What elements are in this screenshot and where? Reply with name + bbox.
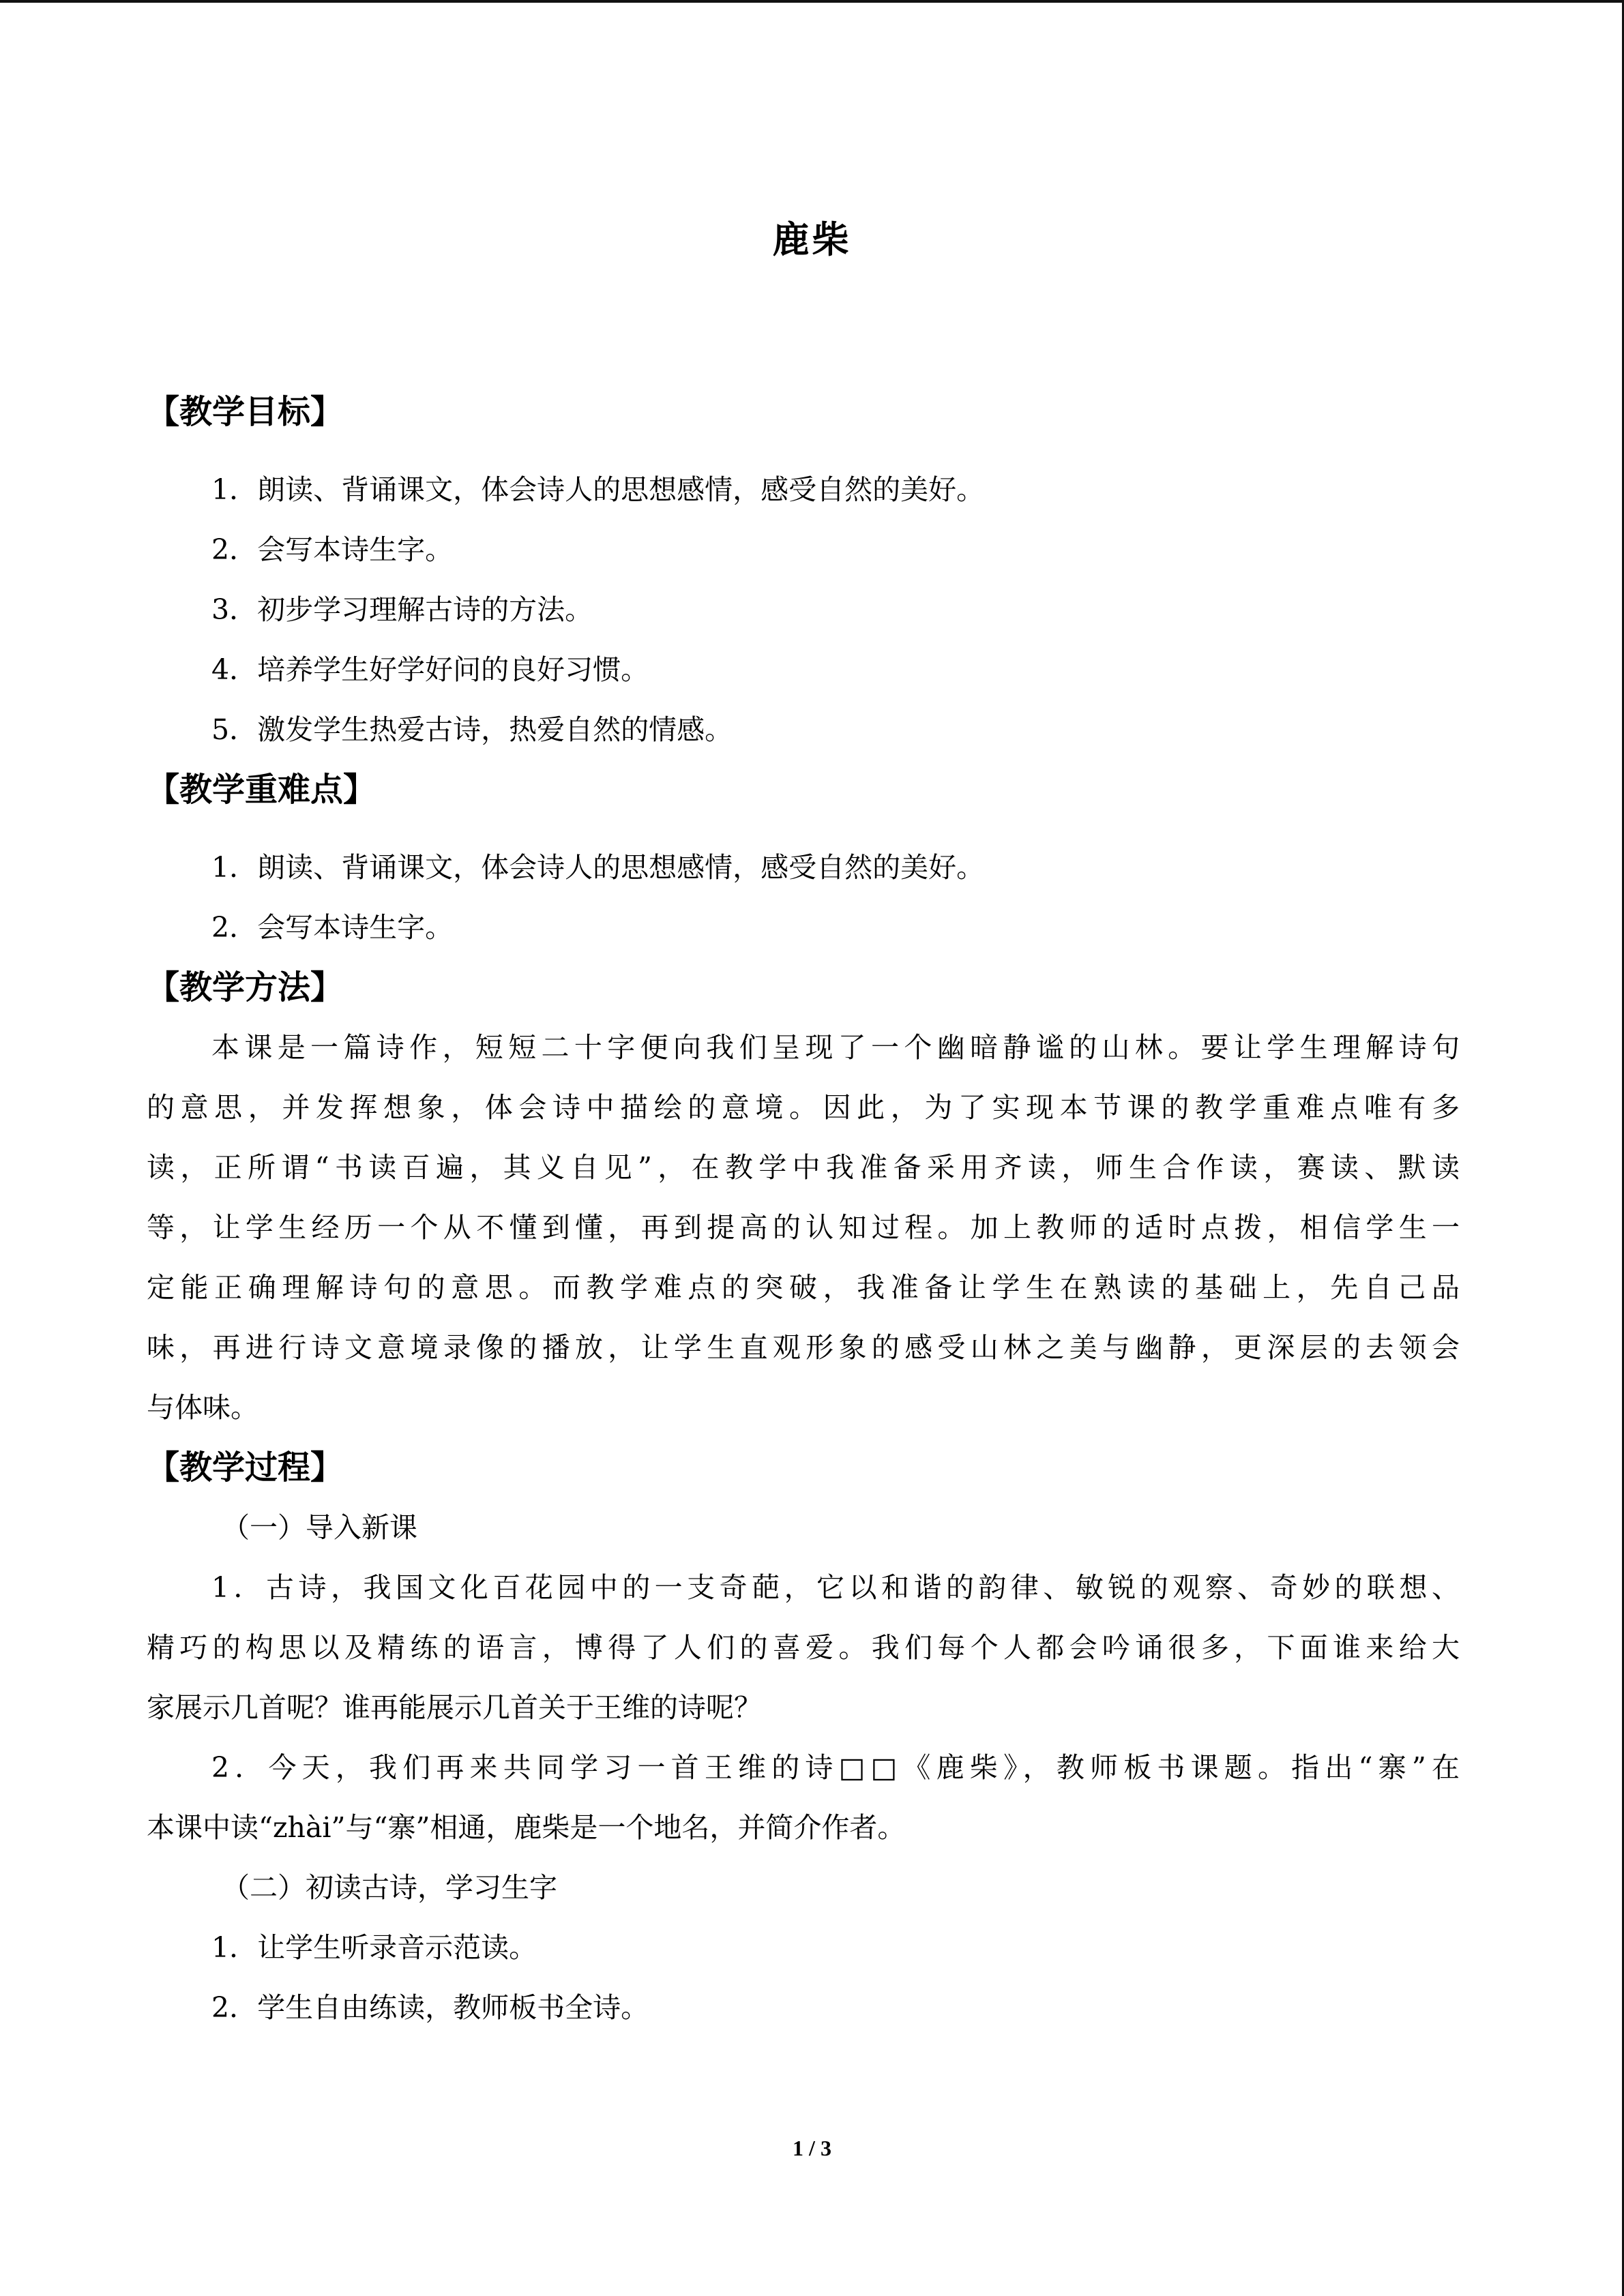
process-part1-item1	[147, 1557, 1460, 1738]
objective-item: 4．培养学生好学好问的良好习惯。	[211, 653, 649, 686]
process-part1-item2	[147, 1738, 1460, 1858]
objective-item: 3．初步学习理解古诗的方法。	[211, 593, 593, 626]
paragraph-line: 1．古诗，我国文化百花园中的一支奇葩，它以和谐的韵律、敏锐的观察、奇妙的联想、	[211, 1571, 1460, 1604]
section-heading-key-points: 【教学重难点】	[147, 771, 377, 809]
paragraph-line: 本课是一篇诗作，短短二十字便向我们呈现了一个幽暗静谧的山林。要让学生理解诗句	[211, 1031, 1460, 1064]
section-heading-objectives: 【教学目标】	[147, 393, 344, 431]
process-part-title: （一）导入新课	[222, 1511, 417, 1544]
process-part2-item: 1．让学生听录音示范读。	[211, 1931, 537, 1964]
paragraph-line: 味，再进行诗文意境录像的播放，让学生直观形象的感受山林之美与幽静，更深层的去领会	[147, 1331, 1460, 1364]
key-point-item: 1．朗读、背诵课文，体会诗人的思想感情，感受自然的美好。	[211, 851, 985, 884]
objective-item: 5．激发学生热爱古诗，热爱自然的情感。	[211, 713, 733, 746]
objective-item: 2．会写本诗生字。	[211, 533, 454, 566]
key-point-item: 2．会写本诗生字。	[211, 911, 454, 944]
paragraph-line: 的意思，并发挥想象，体会诗中描绘的意境。因此，为了实现本节课的教学重难点唯有多	[147, 1091, 1460, 1124]
paragraph-line: 家展示几首呢？谁再能展示几首关于王维的诗呢？	[147, 1691, 762, 1724]
paragraph-line: 精巧的构思以及精练的语言，博得了人们的喜爱。我们每个人都会吟诵很多，下面谁来给大	[147, 1631, 1460, 1664]
section-heading-methods: 【教学方法】	[147, 968, 344, 1007]
document-body	[147, 382, 1460, 2038]
methods-paragraph	[147, 1017, 1460, 1437]
process-part-title: （二）初读古诗，学习生字	[222, 1871, 557, 1904]
page-number: 1 / 3	[793, 2136, 831, 2160]
paragraph-line: 本课中读“zhài”与“寨”相通，鹿柴是一个地名，并简介作者。	[147, 1811, 906, 1844]
paragraph-line: 等，让学生经历一个从不懂到懂，再到提高的认知过程。加上教师的适时点拨，相信学生一	[147, 1211, 1460, 1244]
paragraph-line: 与体味。	[147, 1391, 259, 1424]
paragraph-line: 定能正确理解诗句的意思。而教学难点的突破，我准备让学生在熟读的基础上，先自己品	[147, 1271, 1460, 1304]
process-part2-item: 2．学生自由练读，教师板书全诗。	[211, 1991, 649, 2024]
section-heading-process: 【教学过程】	[147, 1448, 344, 1487]
paragraph-line: 2．今天，我们再来共同学习一首王维的诗□□《鹿柴》，教师板书课题。指出“寨”在	[211, 1751, 1460, 1784]
paragraph-line: 读，正所谓“书读百遍，其义自见”，在教学中我准备采用齐读，师生合作读，赛读、默读	[147, 1151, 1460, 1184]
objective-item: 1．朗读、背诵课文，体会诗人的思想感情，感受自然的美好。	[211, 473, 985, 506]
document-title: 鹿柴	[772, 218, 852, 261]
